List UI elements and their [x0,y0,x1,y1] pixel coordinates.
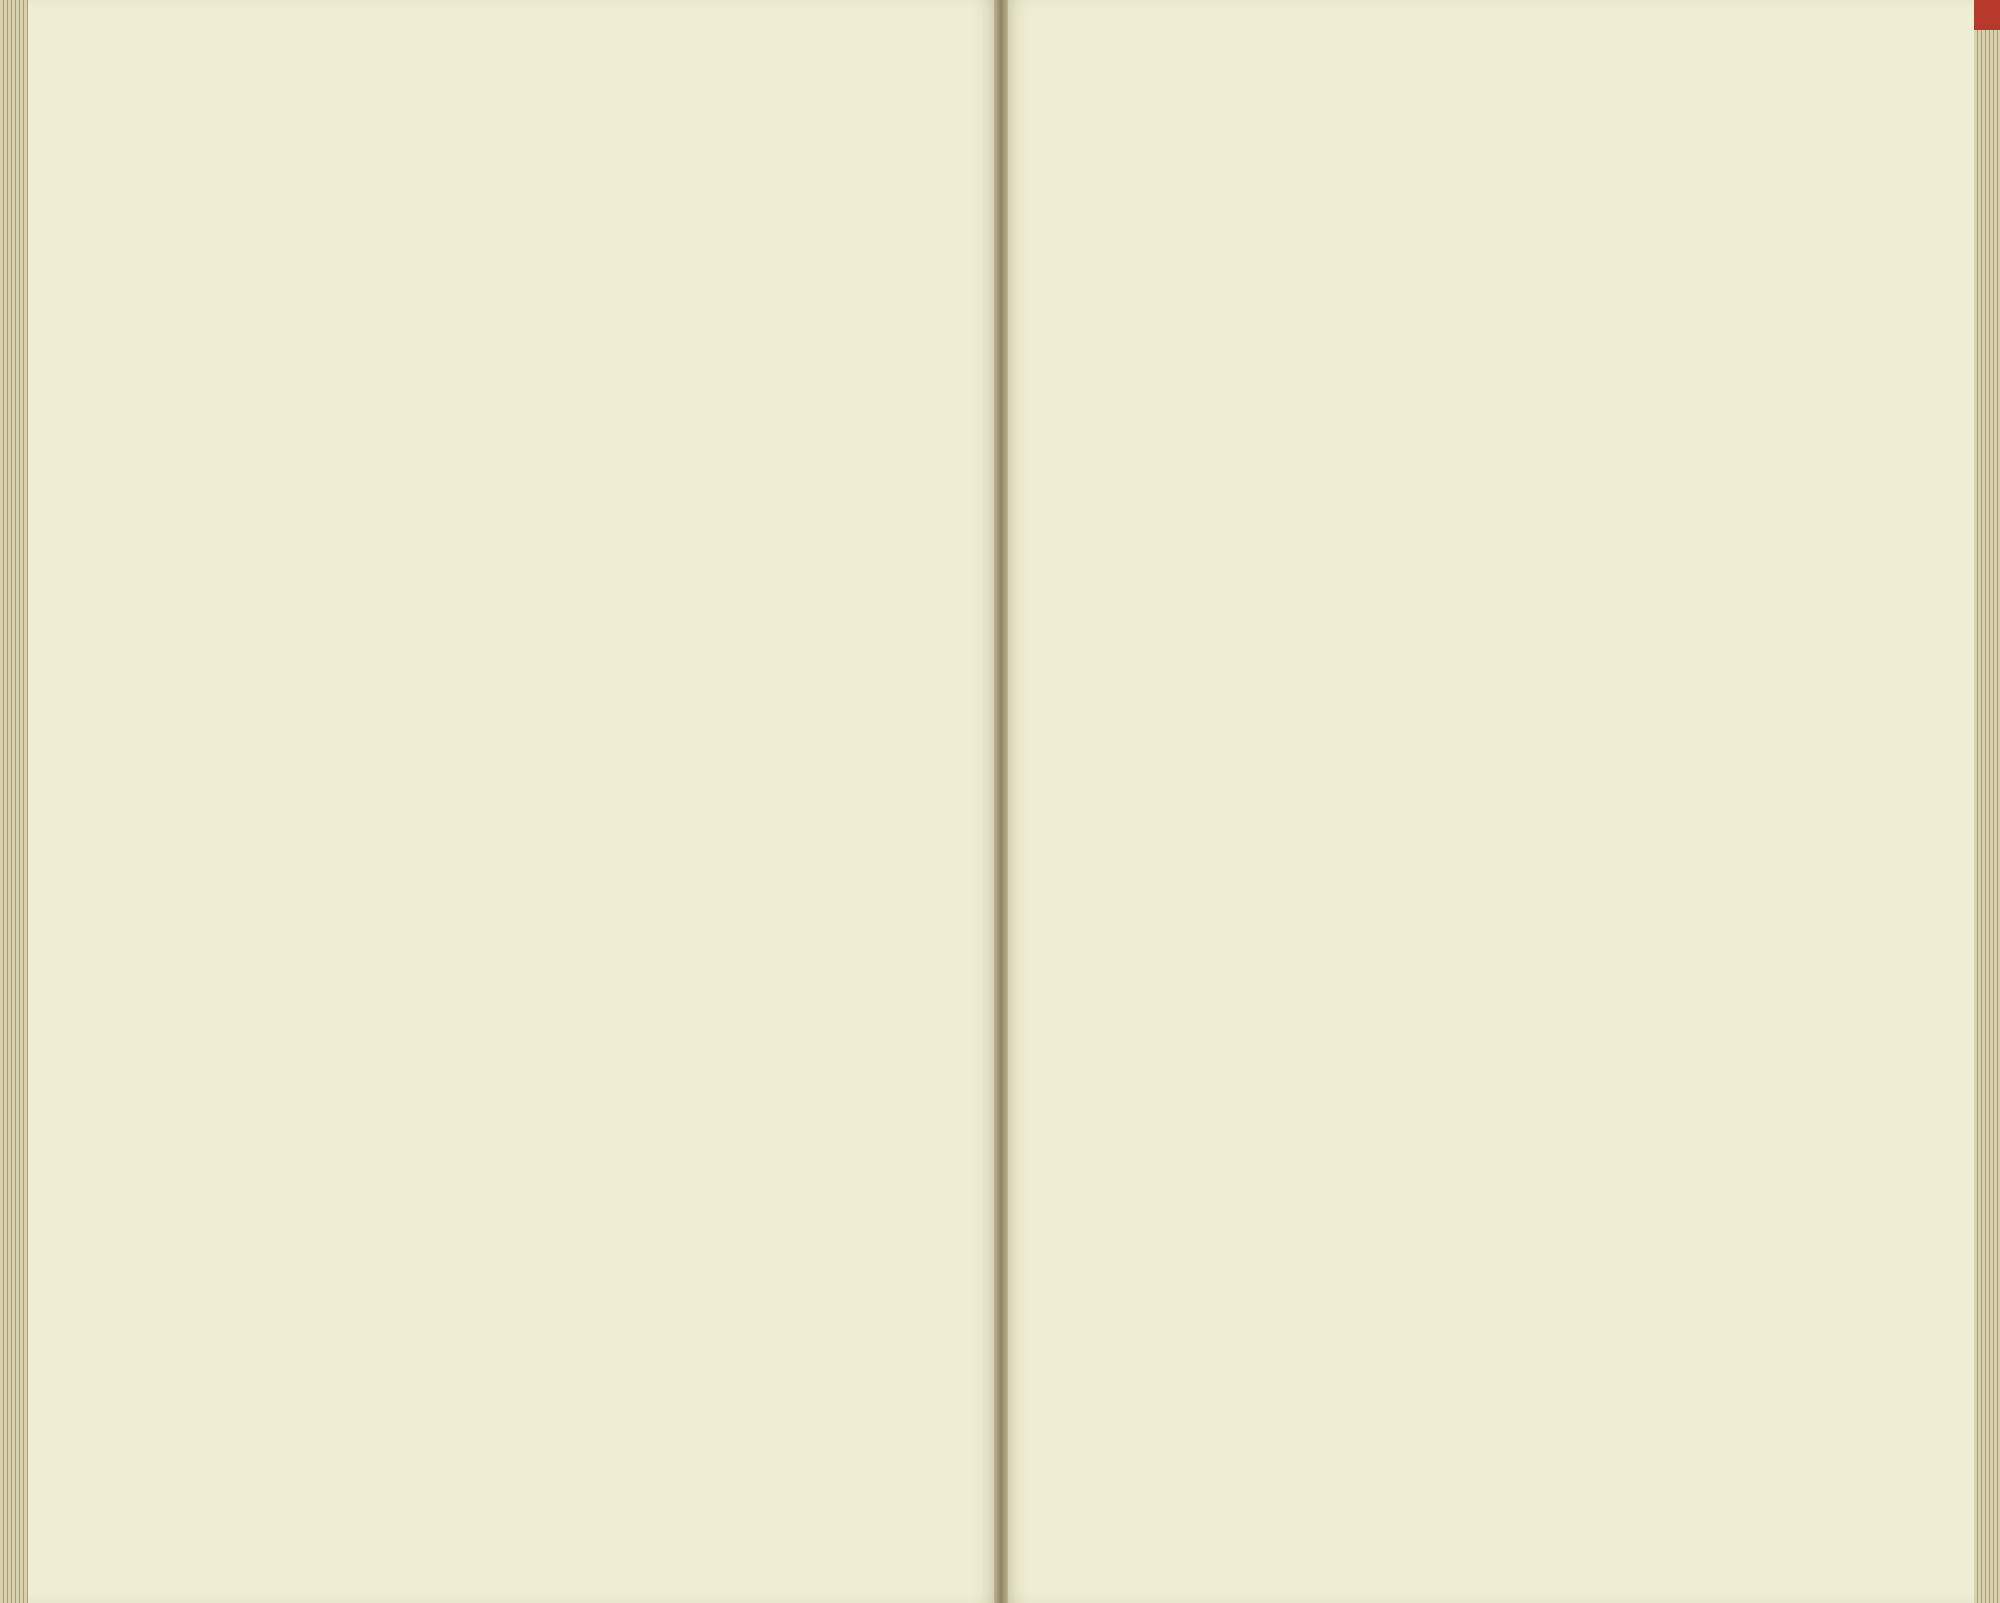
book-gutter [994,0,1008,1603]
right-page [1002,0,1974,1603]
right-page-edges [1974,0,2000,1603]
left-page [28,0,1000,1603]
left-page-edges [0,0,28,1603]
red-page-tab [1974,0,2000,30]
